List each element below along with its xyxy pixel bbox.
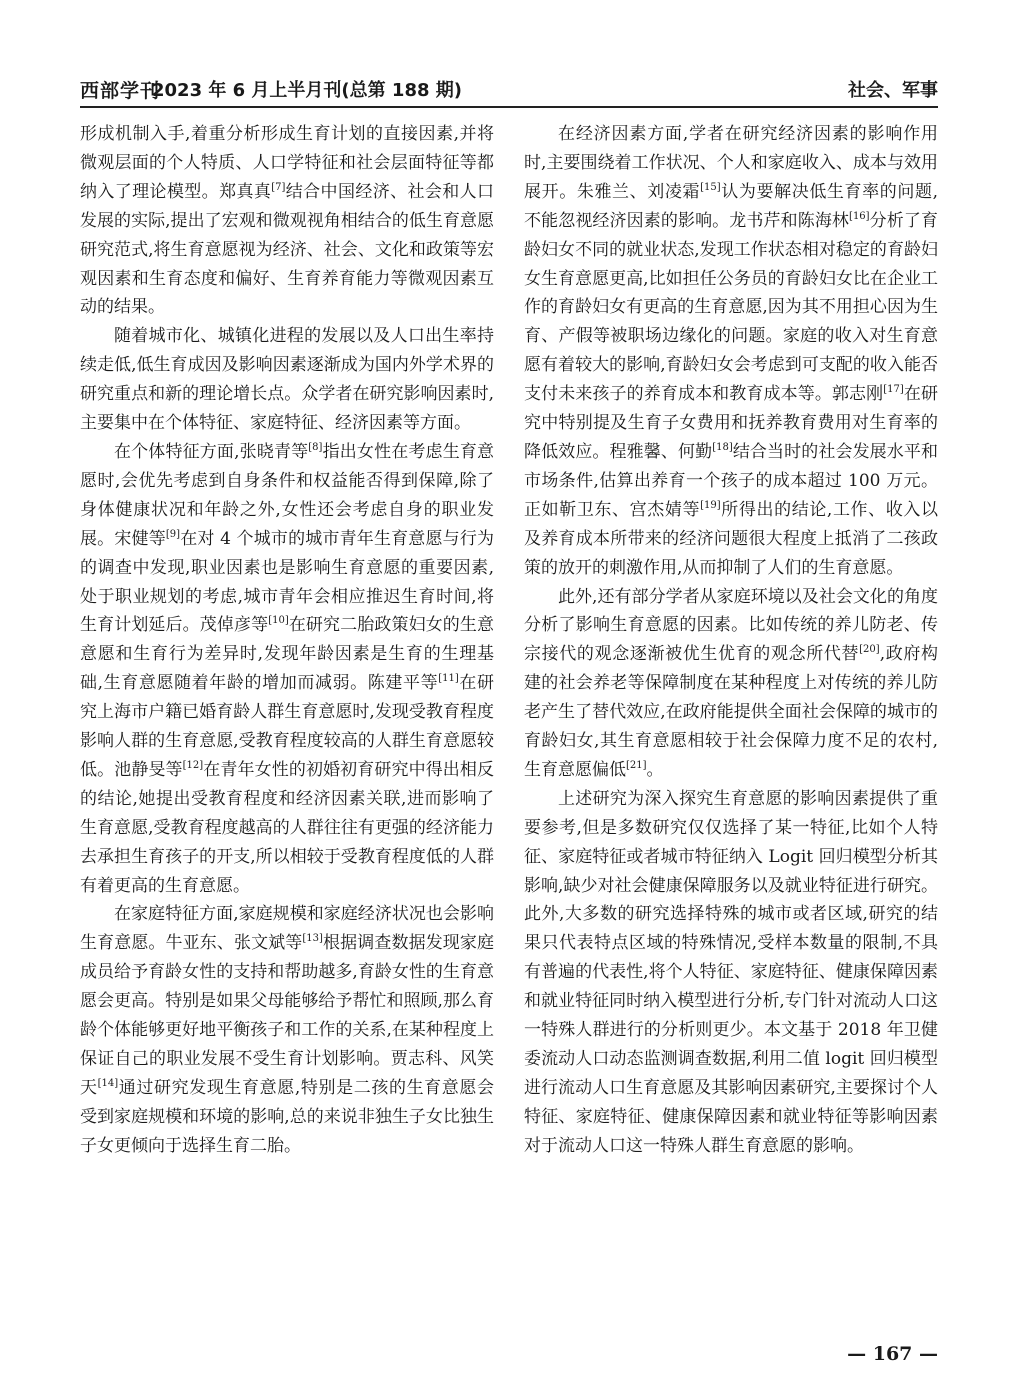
citation-marker: [11] (438, 673, 459, 685)
citation-marker: [16] (849, 210, 870, 222)
citation-marker: [21] (626, 759, 647, 771)
citation-marker: [10] (268, 615, 289, 627)
paragraph: 随着城市化、城镇化进程的发展以及人口出生率持续走低,低生育成因及影响因素逐渐成为国内外学术界的研究重点和新的理论增长点。众学者在研究影响因素时,主要集中在个体特征、家庭特征、经济因素等方面。 (80, 326, 494, 434)
right-column (524, 120, 938, 1161)
paragraph: 在家庭特征方面,家庭规模和家庭经济状况也会影响生育意愿。牛亚东、张文斌等[13]根据调查数据发现家庭成员给予育龄女性的支持和帮助越多,育龄女性的生育意愿会更高。特别是如果父母能够给予帮忙和照顾,那么育龄个体能够更好地平衡孩子和工作的关系,在某种程度上保证自己的职业发展不受生育计划影响。贾志科、风笑天[14]通过研究发现生育意愿,特别是二孩的生育意愿会受到家庭规模和环境的影响,总的来说非独生子女比独生子女更倾向于选择生育二胎。 (80, 904, 495, 1156)
paragraph: 上述研究为深入探究生育意愿的影响因素提供了重要参考,但是多数研究仅仅选择了某一特征,比如个人特征、家庭特征或者城市特征纳入 Logit 回归模型分析其影响,缺少对社会健康保障服务以及就业特征进行研究。此外,大多数的研究选择特殊的城市或者区域,研究的结果只代表特点区域的特殊情况,受样本数量的限制,不具有普遍的代表性,将个人特征、家庭特征、健康保障因素和就业特征同时纳入模型进行分析,专门针对流动人口这一特殊人群进行的分析则更少。本文基于 2018 年卫健委流动人口动态监测调查数据,利用二值 logit 回归模型进行流动人口生育意愿及其影响因素研究,主要探讨个人特征、家庭特征、健康保障因素和就业特征等影响因素对于流动人口这一特殊人群生育意愿的影响。 (524, 788, 938, 1156)
citation-marker: [15] (700, 181, 721, 193)
citation-marker: [9] (165, 528, 181, 540)
running-header (80, 66, 938, 100)
journal-name: 西部学刊 (80, 80, 161, 102)
paragraph: 在个体特征方面,张晓青等[8]指出女性在考虑生育意愿时,会优先考虑到自身条件和权益能否得到保障,除了身体健康状况和年龄之外,女性还会考虑自身的职业发展。宋健等[9]在对 4 个城市的城市青年生育意愿与行为的调查中发现,职业因素也是影响生育意愿的重要因素,处于职业规划的考虑,城市青年会相应推迟生育时间,将生育计划延后。茂倬彦等[10]在研究二胎政策妇女的生意意愿和生育行为差异时,发现年龄因素是生育的生理基础,生育意愿随着年龄的增加而减弱。陈建平等[11]在研究上海市户籍已婚育龄人群生育意愿时,发现受教育程度影响人群的生育意愿,受教育程度较高的人群生育意愿较低。池静旻等[12]在青年女性的初婚初育研究中得出相反的结论,她提出受教育程度和经济因素关联,进而影响了生育意愿,受教育程度越高的人群往往有更强的经济能力去承担生育孩子的开支,所以相较于受教育程度低的人群有着更高的生育意愿。 (80, 441, 495, 896)
issue-info: 2023 年 6 月上半月刊(总第 188 期) (152, 80, 462, 101)
page-number: — 167 — (847, 1343, 938, 1365)
citation-marker: [13] (302, 933, 323, 945)
section-name: 社会、军事 (848, 80, 938, 101)
citation-marker: [14] (97, 1077, 119, 1089)
paragraph: 此外,还有部分学者从家庭环境以及社会文化的角度分析了影响生育意愿的因素。比如传统的养儿防老、传宗接代的观念逐渐被优生优育的观念所代替[20],政府构建的社会养老等保障制度在某种程度上对传统的养儿防老产生了替代效应,在政府能提供全面社会保障的城市的育龄妇女,其生育意愿相较于社会保障力度不足的农村,生育意愿偏低[21]。 (524, 586, 939, 780)
citation-marker: [20] (859, 644, 880, 656)
header-rule (80, 106, 938, 108)
paragraph: 在经济因素方面,学者在研究经济因素的影响作用时,主要围绕着工作状况、个人和家庭收入、成本与效用展开。朱雅兰、刘凌霜[15]认为要解决低生育率的问题,不能忽视经济因素的影响。龙书芹和陈海林[16]分析了育龄妇女不同的就业状态,发现工作状态相对稳定的育龄妇女生育意愿更高,比如担任公务员的育龄妇女比在企业工作的育龄妇女有更高的生育意愿,因为其不用担心因为生育、产假等被职场边缘化的问题。家庭的收入对生育意愿有着较大的影响,育龄妇女会考虑到可支配的收入能否支付未来孩子的养育成本和教育成本等。郭志刚[17]在研究中特别提及生育子女费用和抚养教育费用对生育率的降低效应。程雅馨、何勤[18]结合当时的社会发展水平和市场条件,估算出养育一个孩子的成本超过 100 万元。正如靳卫东、宫杰婧等[19]所得出的结论,工作、收入以及养育成本所带来的经济问题很大程度上抵消了二孩政策的放开的刺激作用,从而抑制了人们的生育意愿。 (524, 124, 939, 578)
left-column (80, 120, 494, 1161)
citation-marker: [8] (308, 441, 323, 453)
citation-marker: [12] (182, 759, 204, 771)
citation-marker: [19] (700, 499, 721, 511)
citation-marker: [17] (883, 384, 904, 396)
paragraph: 形成机制入手,着重分析形成生育计划的直接因素,并将微观层面的个人特质、人口学特征和社会层面特征等都纳入了理论模型。郑真真[7]结合中国经济、社会和人口发展的实际,提出了宏观和微观视角相结合的低生育意愿研究范式,将生育意愿视为经济、社会、文化和政策等宏观因素和生育态度和偏好、生育养育能力等微观因素互动的结果。 (80, 124, 495, 318)
citation-marker: [7] (271, 181, 286, 193)
citation-marker: [18] (712, 441, 733, 453)
